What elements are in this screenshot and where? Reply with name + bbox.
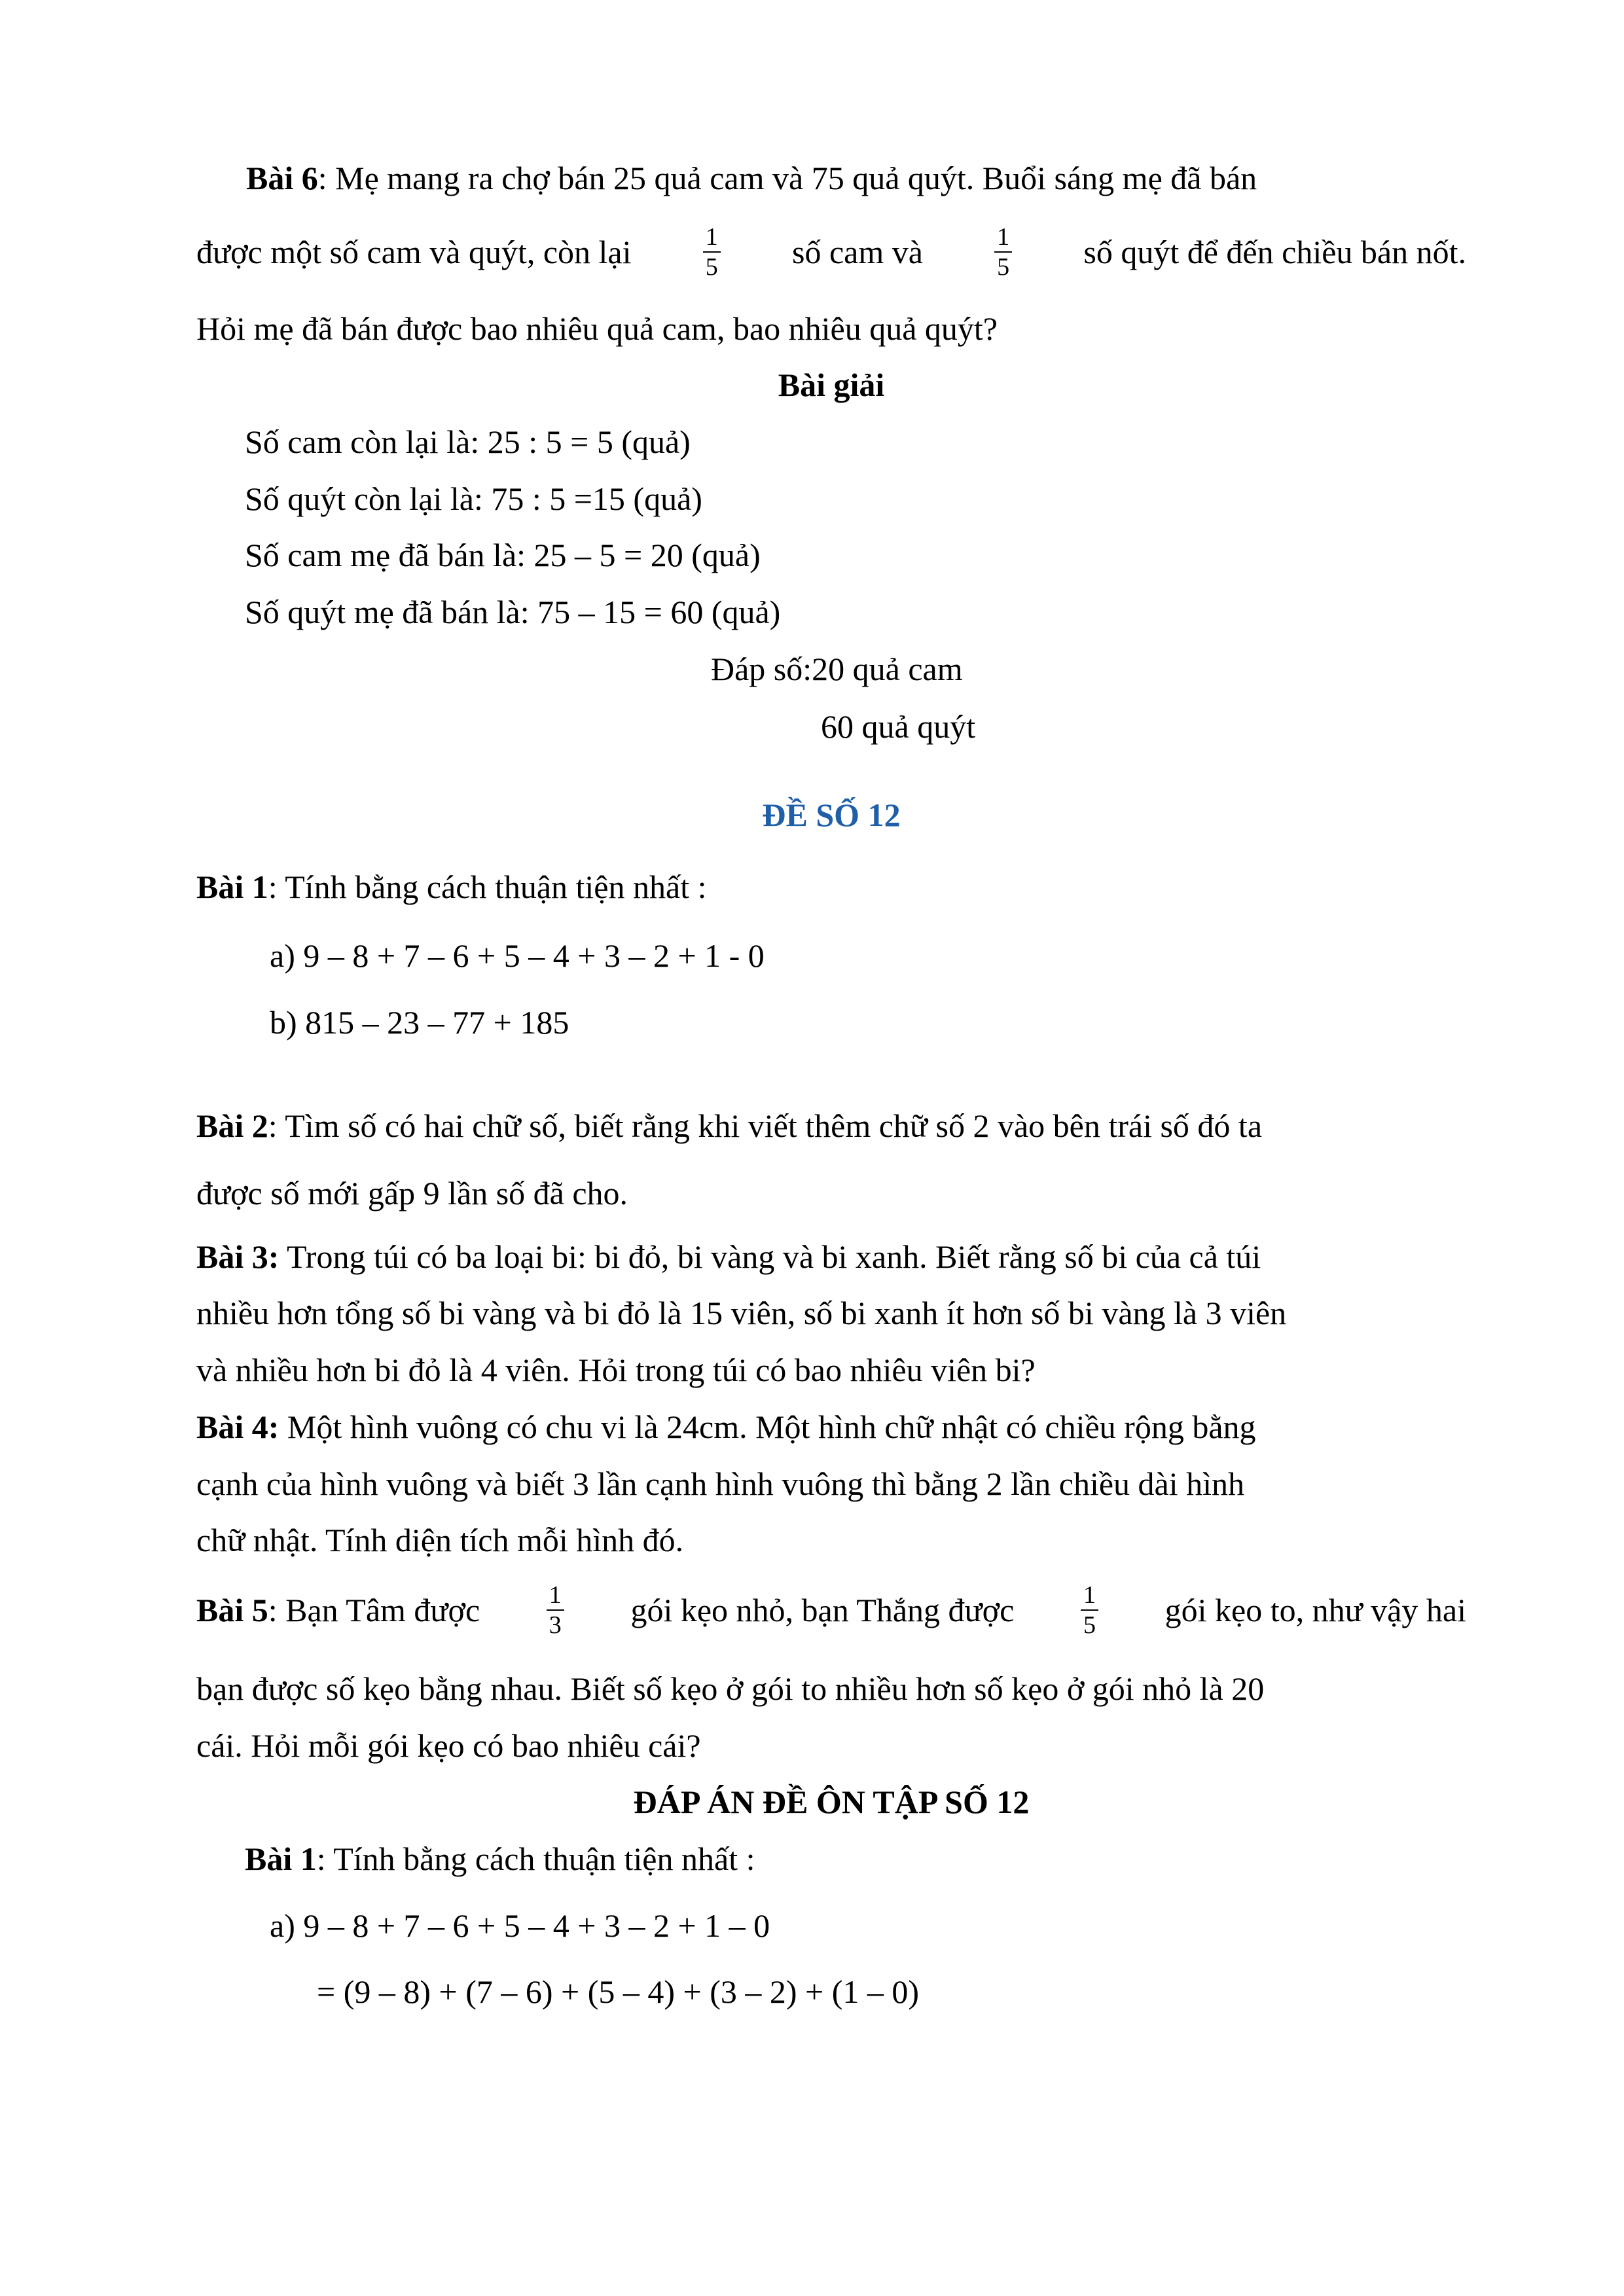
de12-bai3-line-3: và nhiều hơn bi đỏ là 4 viên. Hỏi trong túi có bao nhiêu viên bi? (196, 1352, 1036, 1388)
dapan-bai1-text: : Tính bằng cách thuận tiện nhất : (316, 1840, 755, 1877)
de12-bai5-line-1-c: gói kẹo to, như vậy hai (1164, 1592, 1466, 1628)
de12-bai1-text: : Tính bằng cách thuận tiện nhất : (268, 869, 707, 905)
de12-title: ĐỀ SỐ 12 (762, 797, 901, 833)
dapan-bai1 (245, 1839, 755, 1878)
bai6-step-1: Số cam còn lại là: 25 : 5 = 5 (quả) (245, 423, 691, 460)
fraction-numerator: 1 (547, 1581, 564, 1611)
de12-bai2-label: Bài 2 (196, 1107, 268, 1144)
de12-bai5-line-1-a (196, 1590, 480, 1630)
bai6-fraction-2 (994, 223, 1012, 281)
de12-bai4-line-2: cạnh của hình vuông và biết 3 lần cạnh hình vuông thì bằng 2 lần chiều dài hình (196, 1465, 1245, 1502)
fraction-denominator: 5 (997, 253, 1010, 281)
de12-bai4-line-1-text: Một hình vuông có chu vi là 24cm. Một hình chữ nhật có chiều rộng bằng (279, 1408, 1256, 1445)
fraction-numerator: 1 (994, 223, 1012, 253)
bai6-fraction-1 (703, 223, 721, 281)
bai6-solution-title: Bài giải (778, 367, 885, 403)
de12-bai5-line-3: cái. Hỏi mỗi gói kẹo có bao nhiêu cái? (196, 1727, 701, 1764)
bai6-line-3: Hỏi mẹ đã bán được bao nhiêu quả cam, bao nhiêu quả quýt? (196, 310, 998, 347)
de12-bai4-line-1 (196, 1407, 1256, 1446)
bai6-answer-1: Đáp số:20 quả cam (711, 651, 963, 687)
de12-bai2-line-1-text: : Tìm số có hai chữ số, biết rằng khi viết thêm chữ số 2 vào bên trái số đó ta (268, 1107, 1263, 1144)
fraction-denominator: 5 (1083, 1611, 1096, 1639)
de12-bai3-label: Bài 3: (196, 1238, 280, 1275)
de12-bai3-line-1-text: Trong túi có ba loại bi: bi đỏ, bi vàng và bi xanh. Biết rằng số bi của cả túi (279, 1238, 1261, 1275)
de12-bai2-line-2: được số mới gấp 9 lần số đã cho. (196, 1175, 628, 1211)
bai6-step-4: Số quýt mẹ đã bán là: 75 – 15 = 60 (quả) (245, 594, 781, 630)
de12-bai1-b: b) 815 – 23 – 77 + 185 (270, 1004, 569, 1041)
dapan-bai1-a-step: = (9 – 8) + (7 – 6) + (5 – 4) + (3 – 2) + (1 – 0) (317, 1973, 919, 2010)
de12-bai4-label: Bài 4: (196, 1408, 280, 1445)
bai6-answer-2: 60 quả quýt (821, 708, 976, 745)
bai6-line-2-a: được một số cam và quýt, còn lại (196, 234, 632, 270)
bai6-step-3: Số cam mẹ đã bán là: 25 – 5 = 20 (quả) (245, 537, 761, 573)
de12-bai3-line-1 (196, 1237, 1261, 1276)
dapan-bai1-a: a) 9 – 8 + 7 – 6 + 5 – 4 + 3 – 2 + 1 – 0 (270, 1907, 770, 1944)
dapan-bai1-label: Bài 1 (245, 1840, 317, 1877)
bai6-line-2 (196, 216, 1466, 288)
de12-bai5-fraction-2 (1081, 1581, 1098, 1640)
fraction-denominator: 5 (705, 253, 718, 281)
bai6-line-2-c: số quýt để đến chiều bán nốt. (1083, 234, 1466, 270)
de12-bai5-line-2: bạn được số kẹo bằng nhau. Biết số kẹo ở gói to nhiều hơn số kẹo ở gói nhỏ là 20 (196, 1670, 1265, 1707)
de12-bai4-line-3: chữ nhật. Tính diện tích mỗi hình đó. (196, 1522, 684, 1558)
bai6-step-2: Số quýt còn lại là: 75 : 5 =15 (quả) (245, 480, 702, 517)
fraction-numerator: 1 (1081, 1581, 1098, 1611)
de12-bai5-fraction-1 (547, 1581, 564, 1640)
de12-bai1-label: Bài 1 (196, 869, 268, 905)
de12-bai2-line-1 (196, 1106, 1262, 1145)
de12-bai5-line-1-a-text: : Bạn Tâm được (268, 1592, 480, 1628)
bai6-line-1 (196, 158, 1466, 198)
dapan-title: ĐÁP ÁN ĐỀ ÔN TẬP SỐ 12 (633, 1784, 1030, 1820)
bai6-label: Bài 6 (246, 160, 318, 196)
de12-bai5-label: Bài 5 (196, 1592, 268, 1628)
bai6-line-1-text: : Mẹ mang ra chợ bán 25 quả cam và 75 quả quýt. Buổi sáng mẹ đã bán (317, 160, 1257, 196)
de12-bai1 (196, 867, 706, 906)
fraction-denominator: 3 (549, 1611, 562, 1639)
de12-bai5-line-1-b: gói kẹo nhỏ, bạn Thắng được (630, 1592, 1015, 1628)
de12-bai3-line-2: nhiều hơn tổng số bi vàng và bi đỏ là 15 viên, số bi xanh ít hơn số bi vàng là 3 viên (196, 1295, 1287, 1331)
fraction-numerator: 1 (703, 223, 721, 253)
bai6-line-2-b: số cam và (791, 234, 923, 270)
de12-bai5-line-1 (196, 1574, 1466, 1646)
de12-bai1-a: a) 9 – 8 + 7 – 6 + 5 – 4 + 3 – 2 + 1 - 0 (270, 937, 765, 974)
